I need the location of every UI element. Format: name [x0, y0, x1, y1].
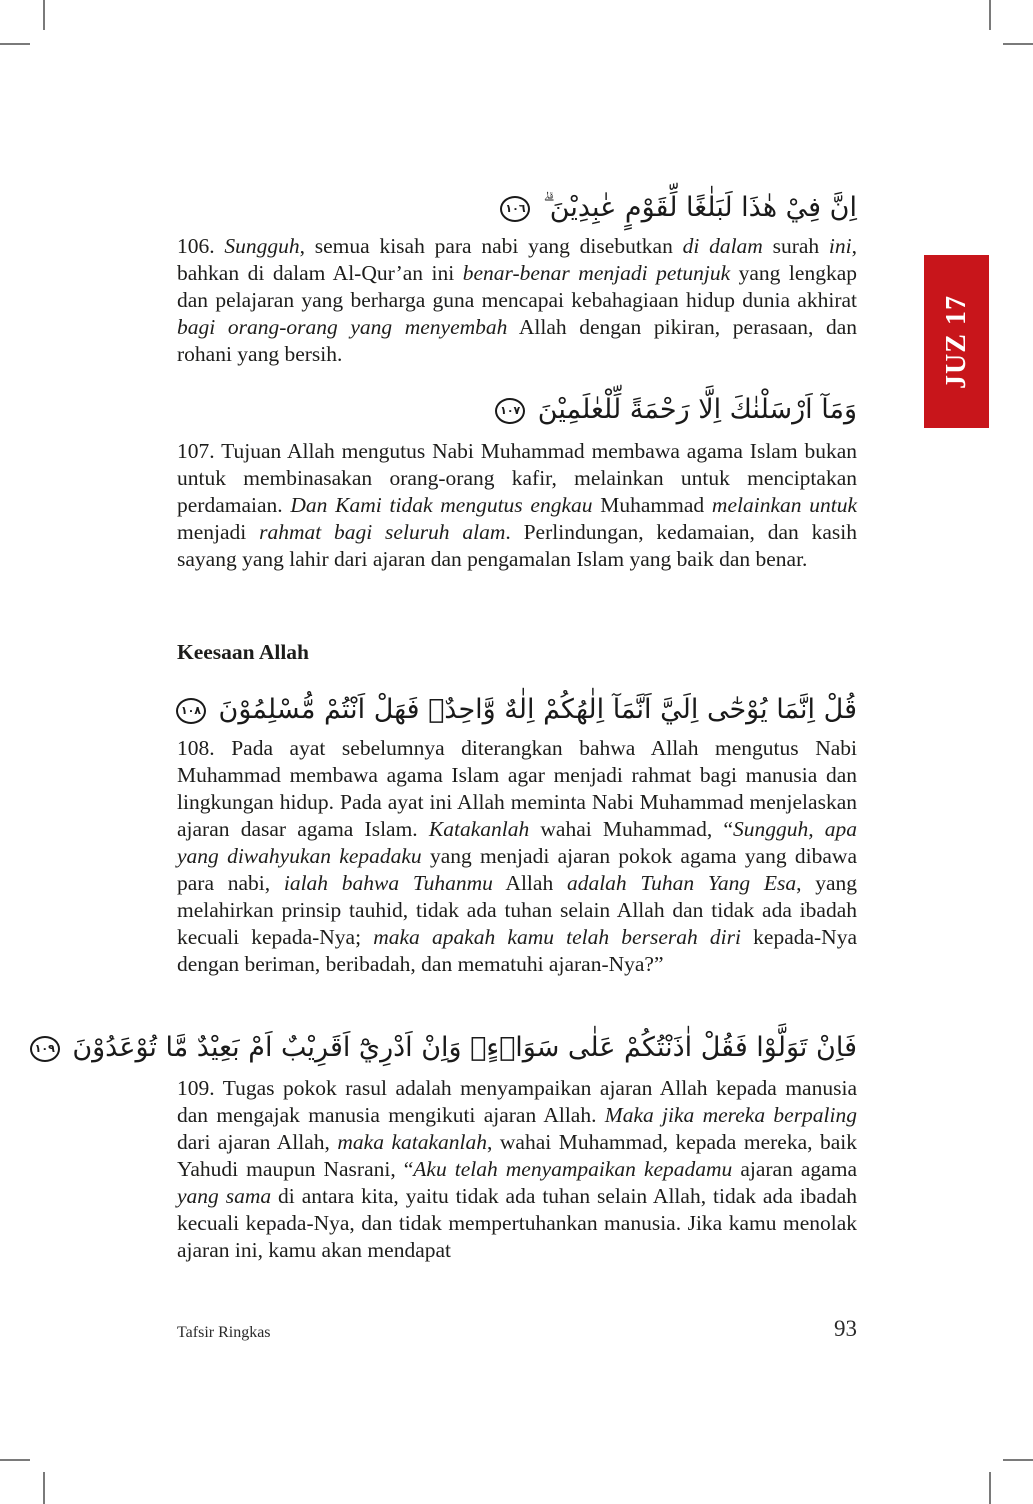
italic-segment: maka katakanlah — [337, 1130, 487, 1154]
text-segment: 107. Tujuan Allah mengutus Nabi Muhammad membawa agama Islam bukan untuk membinasakan orang-orang kafir, melainkan untuk menciptakan perdamaian. — [177, 439, 857, 517]
footer-page-number: 93 — [834, 1316, 857, 1341]
text-segment: 108. Pada ayat sebelumnya diterangkan bahwa Allah mengutus Nabi Muhammad membawa agama Islam agar menjadi rahmat bagi manusia dan lingkungan hidup. Pada ayat ini Allah meminta Nabi Muhammad menjelaskan ajaran dasar agama Islam. — [177, 736, 857, 841]
text-segment: Muhammad — [592, 493, 712, 517]
translation-paragraph-109 — [177, 1075, 857, 1264]
paragraph-text — [177, 438, 857, 573]
crop-mark-bottom-right-horizontal — [1003, 1459, 1033, 1461]
italic-segment: ini — [828, 234, 852, 258]
text-segment: dari ajaran Allah, — [177, 1130, 338, 1154]
footer-book-title: Tafsir Ringkas — [177, 1324, 271, 1341]
italic-segment: benar-benar menjadi petunjuk — [462, 261, 731, 285]
text-segment: 109. Tugas pokok rasul adalah menyampaikan ajaran Allah kepada manusia dan mengajak manusia mengikuti ajaran Allah. — [177, 1076, 857, 1127]
crop-mark-top-left-vertical — [43, 0, 45, 30]
arabic-verse-109 — [34, 1028, 857, 1068]
translation-paragraph-107 — [177, 438, 857, 573]
ayah-number-marker: ١٠٨ — [176, 698, 206, 724]
arabic-verse-107 — [177, 390, 857, 430]
italic-segment: di dalam — [682, 234, 763, 258]
crop-mark-bottom-right-vertical — [989, 1472, 991, 1504]
arabic-text: قُلْ اِنَّمَا يُوْحٰٓى اِلَيَّ اَنَّمَآ اِلٰهُكُمْ اِلٰهٌ وَّاحِدٌۚ فَهَلْ اَنْتُمْ مُّسْلِمُوْنَ — [218, 694, 857, 725]
ayah-number-marker: ١٠٦ — [500, 196, 530, 222]
paragraph-text — [177, 735, 857, 978]
text-segment: yang lengkap dan pelajaran yang berharga guna mencapai kebahagiaan hidup dunia akhirat — [177, 261, 857, 312]
text-segment: , semua kisah para nabi yang disebutkan — [299, 234, 683, 258]
italic-segment: bagi orang-orang yang menyembah — [177, 315, 508, 339]
italic-segment: Sungguh, apa yang diwahyukan kepadaku — [177, 817, 857, 868]
text-segment: wahai Muhammad, “ — [529, 817, 733, 841]
section-heading: Keesaan Allah — [177, 640, 310, 664]
text-segment: yang menjadi ajaran pokok agama yang dibawa para nabi, — [177, 844, 857, 895]
arabic-text: فَاِنْ تَوَلَّوْا فَقُلْ اٰذَنْتُكُمْ عَلٰى سَوَاۤءٍۗ وَاِنْ اَدْرِيْٓ اَقَرِيْبٌ اَمْ بَعِيْدٌ مَّا تُوْعَدُوْنَ — [72, 1032, 857, 1063]
arabic-text: وَمَآ اَرْسَلْنٰكَ اِلَّا رَحْمَةً لِّلْعٰلَمِيْنَ — [537, 394, 857, 425]
italic-segment: Maka jika mereka berpaling — [604, 1103, 858, 1127]
italic-segment: rahmat bagi seluruh alam — [259, 520, 506, 544]
juz-label: JUZ 17 — [940, 294, 972, 389]
translation-paragraph-108 — [177, 735, 857, 978]
juz-tab — [924, 255, 989, 428]
translation-paragraph-106 — [177, 233, 857, 368]
paragraph-text — [177, 1075, 857, 1264]
text-segment: menjadi — [177, 520, 260, 544]
italic-segment: yang sama — [177, 1184, 272, 1208]
crop-mark-top-right-horizontal — [1003, 43, 1033, 45]
italic-segment: Katakanlah — [428, 817, 530, 841]
italic-segment: ialah bahwa Tuhanmu — [283, 871, 493, 895]
crop-mark-bottom-left-horizontal — [0, 1459, 30, 1461]
text-segment: Allah — [492, 871, 567, 895]
italic-segment: Sungguh — [224, 234, 300, 258]
text-segment: , bahkan di dalam Al-Qur’an ini — [177, 234, 857, 285]
arabic-verse-108 — [177, 690, 857, 730]
arabic-verse-106 — [177, 188, 857, 228]
text-segment: di antara kita, yaitu tidak ada tuhan selain Allah, tidak ada ibadah kecuali kepada-Nya, dan tidak mempertuhankan manusia. Jika kamu menolak ajaran ini, kamu akan mendapat — [177, 1184, 857, 1262]
text-segment: , yang melahirkan prinsip tauhid, tidak ada tuhan selain Allah dan tidak ada ibadah kecuali kepada-Nya; — [177, 871, 858, 949]
ayah-number-marker: ١٠٧ — [495, 398, 525, 424]
italic-segment: Dan Kami tidak mengutus engkau — [290, 493, 593, 517]
italic-segment: adalah Tuhan Yang Esa — [566, 871, 797, 895]
paragraph-text — [177, 233, 857, 368]
ayah-number-marker: ١٠٩ — [30, 1036, 60, 1062]
crop-mark-bottom-left-vertical — [43, 1472, 45, 1504]
text-segment: 106. — [177, 234, 225, 258]
text-segment: , wahai Muhammad, kepada mereka, baik Yahudi maupun Nasrani, “ — [177, 1130, 857, 1181]
italic-segment: Aku telah menyampaikan kepadamu — [413, 1157, 733, 1181]
arabic-text: اِنَّ فِيْ هٰذَا لَبَلٰغًا لِّقَوْمٍ عٰبِدِيْنَ ۗ — [543, 192, 857, 223]
italic-segment: maka apakah kamu telah berserah diri — [373, 925, 741, 949]
crop-mark-top-left-horizontal — [0, 43, 30, 45]
text-segment: kepada-Nya dengan beriman, beribadah, dan mematuhi ajaran-Nya?” — [177, 925, 858, 976]
text-segment: . Perlindungan, kedamaian, dan kasih sayang yang lahir dari ajaran dan pengamalan Islam yang baik dan benar. — [177, 520, 857, 571]
italic-segment: melainkan untuk — [711, 493, 857, 517]
text-segment: ajaran agama — [732, 1157, 857, 1181]
text-segment: Allah dengan pikiran, perasaan, dan rohani yang bersih. — [177, 315, 858, 366]
text-segment: surah — [762, 234, 829, 258]
crop-mark-top-right-vertical — [989, 0, 991, 30]
